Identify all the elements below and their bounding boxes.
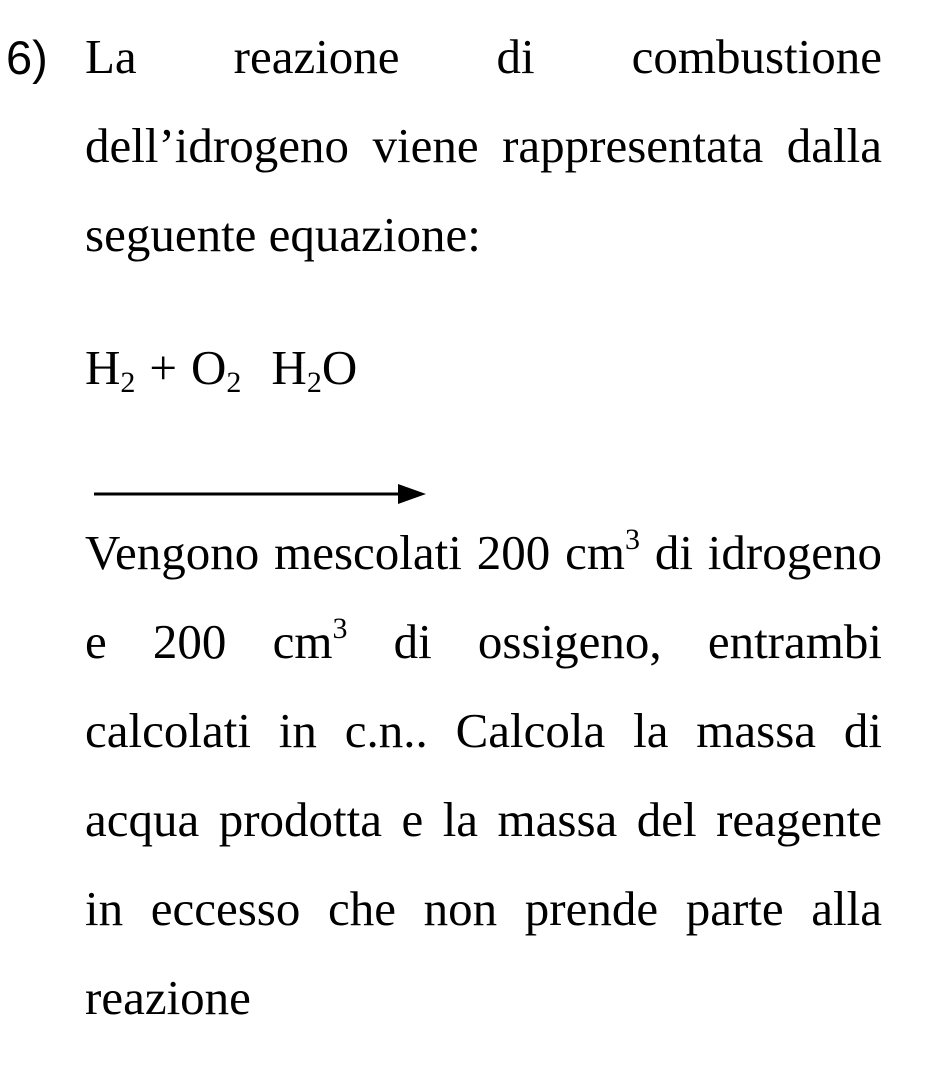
question-number: 6) <box>6 31 48 84</box>
reactant-hydrogen: $H_2$ <box>85 340 136 399</box>
reactant-oxygen: $O_2$ <box>191 340 242 399</box>
chemical-equation <box>85 338 357 398</box>
question-body: Vengono mescolati 200 $cm^3$ di idrogeno e 200 $cm^3$ di ossigeno, entrambi calcolati in c.n.. Calcola la massa di acqua prodotta e la massa del reagente in eccesso che non prende parte alla reazione <box>85 523 882 1025</box>
question-intro: La reazione di combustione dell’idrogeno viene rappresentata dalla seguente equazione: <box>85 29 882 262</box>
reaction-arrow-icon <box>92 480 428 508</box>
plus-sign: + <box>149 340 178 395</box>
product-water: $H_2O$ <box>271 340 358 399</box>
